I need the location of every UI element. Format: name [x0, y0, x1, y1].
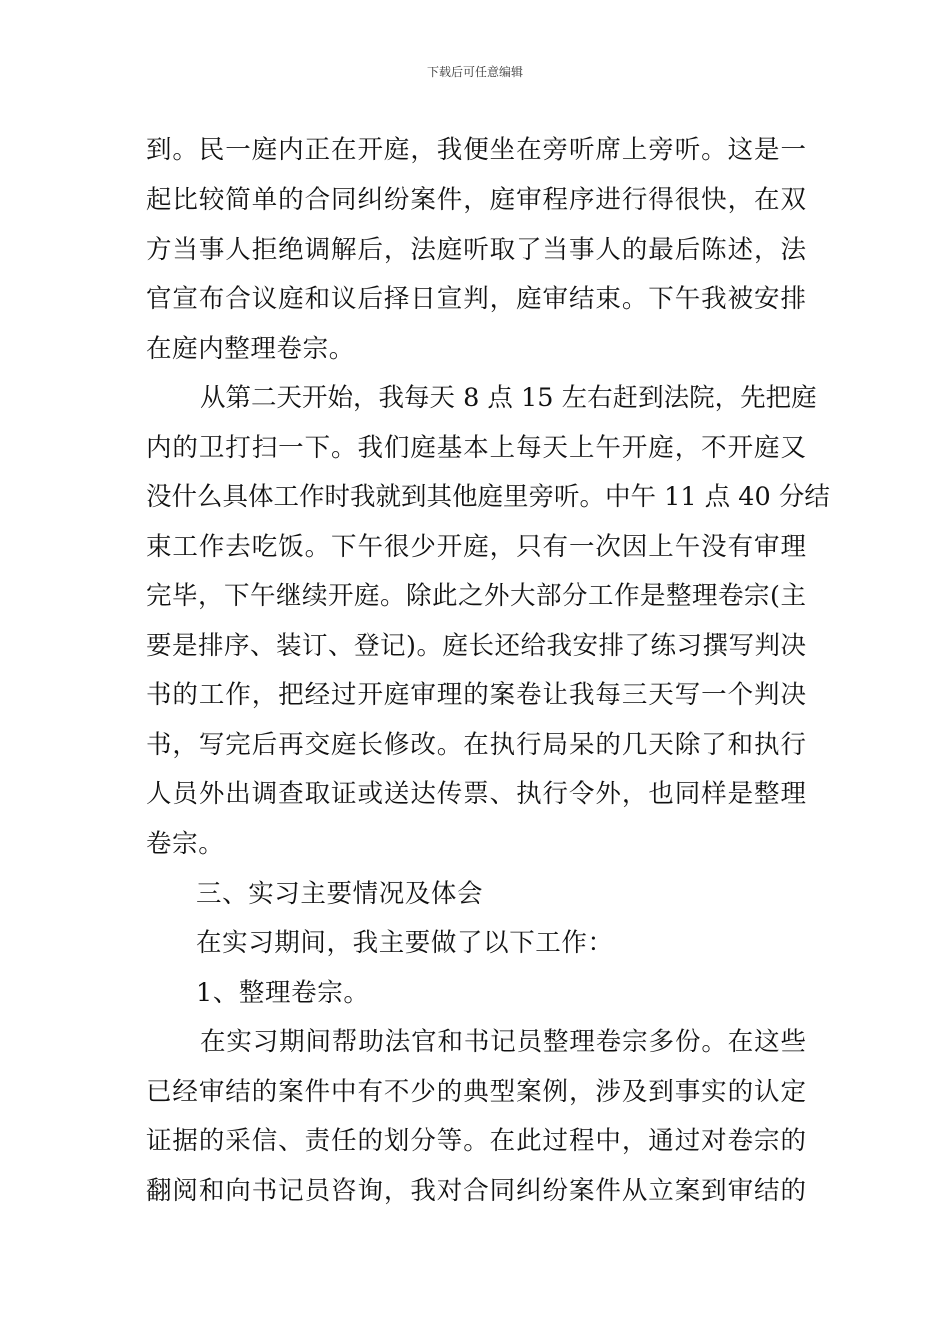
- subsection-heading: 1、整理卷宗。: [196, 978, 370, 1008]
- text-line: 完毕，下午继续开庭。除此之外大部分工作是整理卷宗(主: [146, 581, 806, 611]
- text-line: 人员外出调查取证或送达传票、执行令外，也同样是整理: [146, 779, 806, 809]
- text-line: 翻阅和向书记员咨询，我对合同纠纷案件从立案到审结的: [146, 1176, 806, 1206]
- text-line: 要是排序、装订、登记)。庭长还给我安排了练习撰写判决: [146, 631, 806, 661]
- text-line: 方当事人拒绝调解后，法庭听取了当事人的最后陈述，法: [146, 235, 806, 265]
- text-line: 束工作去吃饭。下午很少开庭，只有一次因上午没有审理: [146, 532, 806, 562]
- text-line: 书，写完后再交庭长修改。在执行局呆的几天除了和执行: [146, 730, 806, 760]
- text-line: 起比较简单的合同纠纷案件，庭审程序进行得很快，在双: [146, 185, 806, 215]
- section-heading: 三、实习主要情况及体会: [196, 879, 484, 909]
- text-line: 证据的采信、责任的划分等。在此过程中，通过对卷宗的: [146, 1126, 806, 1156]
- text-line: 已经审结的案件中有不少的典型案例，涉及到事实的认定: [146, 1077, 806, 1107]
- text-line: 官宣布合议庭和议后择日宣判，庭审结束。下午我被安排: [146, 284, 806, 314]
- text-line: 在庭内整理卷宗。: [146, 334, 355, 364]
- paragraph-first-line: 在实习期间帮助法官和书记员整理卷宗多份。在这些: [200, 1027, 806, 1057]
- text-line: 书的工作，把经过开庭审理的案卷让我每三天写一个判决: [146, 680, 806, 710]
- text-line: 内的卫打扫一下。我们庭基本上每天上午开庭，不开庭又: [146, 433, 806, 463]
- text-line: 在实习期间，我主要做了以下工作：: [196, 928, 614, 958]
- text-line: 卷宗。: [146, 829, 225, 859]
- text-line: 到。民一庭内正在开庭，我便坐在旁听席上旁听。这是一: [146, 135, 806, 165]
- text-line: 没什么具体工作时我就到其他庭里旁听。中午 11 点 40 分结: [146, 482, 830, 512]
- page-header: 下载后可任意编辑: [426, 65, 523, 79]
- paragraph-first-line: 从第二天开始，我每天 8 点 15 左右赶到法院，先把庭: [200, 383, 817, 413]
